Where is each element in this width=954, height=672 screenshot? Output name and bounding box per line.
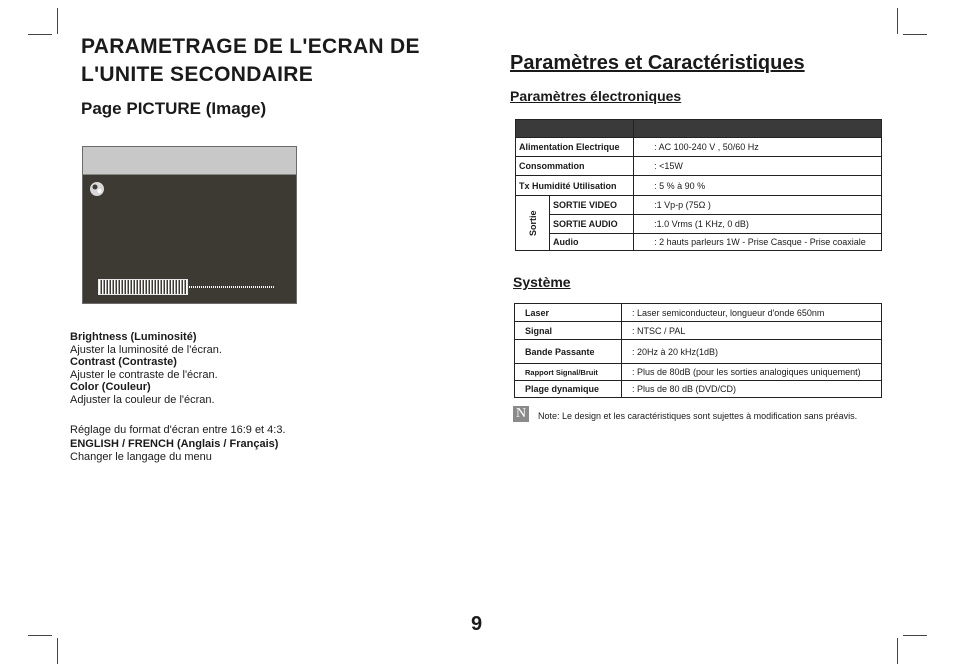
crop-mark <box>28 34 52 35</box>
feature-desc: Ajuster la luminosité de l'écran. <box>70 343 222 356</box>
table-header-row <box>516 120 882 138</box>
sortie-label: Sortie <box>516 196 550 251</box>
table-row <box>515 340 882 364</box>
row-label: Consommation <box>516 157 634 176</box>
row-value: : NTSC / PAL <box>622 322 882 340</box>
crop-mark <box>57 8 58 34</box>
row-value: : AC 100-240 V , 50/60 Hz <box>634 138 882 157</box>
row-value: : 5 % à 90 % <box>634 176 882 196</box>
picture-settings-icon <box>89 181 105 197</box>
row-value: : Plus de 80 dB (DVD/CD) <box>622 381 882 398</box>
title-line-2: L'UNITE SECONDAIRE <box>81 63 314 86</box>
table-row <box>516 138 882 157</box>
system-title: Système <box>513 274 571 290</box>
row-label: SORTIE AUDIO <box>550 215 634 234</box>
row-value: :1.0 Vrms (1 KHz, 0 dB) <box>634 215 882 234</box>
row-value: : Plus de 80dB (pour les sorties analogiques uniquement) <box>622 364 882 381</box>
language-desc: Changer le langage du menu <box>70 450 212 463</box>
row-value: : 20Hz à 20 kHz(1dB) <box>622 340 882 364</box>
electronic-params-title: Paramètres électroniques <box>510 88 682 104</box>
format-text: Réglage du format d'écran entre 16:9 et 4:3. <box>70 423 286 436</box>
crop-mark <box>57 638 58 664</box>
feature-name: Color (Couleur) <box>70 381 151 394</box>
table-row <box>515 364 882 381</box>
feature-desc: Ajuster le contraste de l'écran. <box>70 368 218 381</box>
note-icon: N <box>513 406 529 422</box>
feature-list <box>70 331 400 463</box>
table-row <box>516 234 882 251</box>
osd-header-bar <box>83 147 296 175</box>
osd-level-bar-empty <box>189 286 275 288</box>
row-value: : 2 hauts parleurs 1W - Prise Casque - Prise coaxiale <box>634 234 882 251</box>
row-value: : Laser semiconducteur, longueur d'onde 650nm <box>622 304 882 322</box>
feature-name: Brightness (Luminosité) <box>70 331 197 343</box>
language-name: ENGLISH / FRENCH (Anglais / Français) <box>70 438 279 451</box>
row-value: : <15W <box>634 157 882 176</box>
osd-level-bar-filled <box>98 279 188 295</box>
section-subtitle: Page PICTURE (Image) <box>81 99 267 118</box>
electronic-params-table <box>515 119 882 251</box>
row-label: Audio <box>550 234 634 251</box>
table-row <box>516 157 882 176</box>
table-row <box>515 322 882 340</box>
specs-title: Paramètres et Caractéristiques <box>510 52 805 74</box>
page-number: 9 <box>471 613 483 635</box>
table-row <box>515 304 882 322</box>
crop-mark <box>903 635 927 636</box>
row-label: Plage dynamique <box>515 381 622 398</box>
crop-mark <box>903 34 927 35</box>
system-table <box>514 303 882 398</box>
title-line-1: PARAMETRAGE DE L'ECRAN DE <box>81 35 420 58</box>
table-row <box>516 176 882 196</box>
row-label: Alimentation Electrique <box>516 138 634 157</box>
crop-mark <box>897 638 898 664</box>
crop-mark <box>28 635 52 636</box>
page-title <box>81 33 481 89</box>
table-row <box>516 196 882 215</box>
row-value: :1 Vp-p (75Ω ) <box>634 196 882 215</box>
row-label: Rapport Signal/Bruit <box>515 364 622 381</box>
row-label: Bande Passante <box>515 340 622 364</box>
osd-picture-screenshot <box>82 146 297 304</box>
table-row <box>515 381 882 398</box>
row-label: Signal <box>515 322 622 340</box>
crop-mark <box>897 8 898 34</box>
feature-name: Contrast (Contraste) <box>70 356 177 369</box>
note-text: Note: Le design et les caractéristiques sont sujettes à modification sans préavis. <box>538 411 858 421</box>
row-label: Laser <box>515 304 622 322</box>
feature-desc: Adjuster la couleur de l'écran. <box>70 393 215 406</box>
row-label: SORTIE VIDEO <box>550 196 634 215</box>
table-row <box>516 215 882 234</box>
row-label: Tx Humidité Utilisation <box>516 176 634 196</box>
